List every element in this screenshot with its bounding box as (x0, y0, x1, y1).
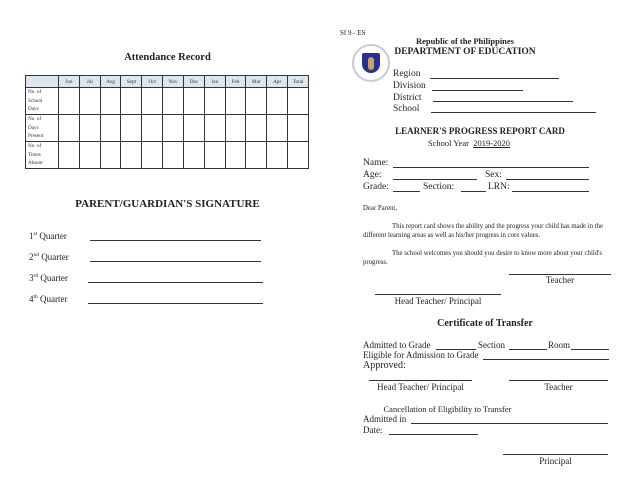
lrn-field[interactable] (512, 191, 589, 192)
attendance-cell[interactable] (225, 142, 246, 169)
attendance-col-header: Apr (267, 76, 288, 88)
sex-field[interactable] (506, 179, 589, 180)
attendance-cell[interactable] (79, 115, 100, 142)
attendance-cell[interactable] (142, 142, 163, 169)
attendance-cell[interactable] (183, 115, 204, 142)
attendance-row (26, 142, 309, 169)
attendance-col-header: Total (288, 76, 309, 88)
parent-signature-title: PARENT/GUARDIAN'S SIGNATURE (75, 198, 260, 210)
head-teacher-label: Head Teacher/ Principal (394, 296, 482, 306)
date-label: Date: (363, 425, 383, 435)
school-year (340, 138, 600, 148)
attendance-cell[interactable] (163, 142, 184, 169)
head-teacher-signature-line[interactable] (375, 294, 501, 295)
attendance-row (26, 88, 309, 115)
attendance-title: Attendance Record (124, 52, 211, 63)
attendance-row-label: No. of Days Present (26, 115, 59, 142)
attendance-cell[interactable] (100, 115, 121, 142)
section-label-cert: Section (478, 340, 505, 350)
attendance-cell[interactable] (204, 115, 225, 142)
cert-teacher-label: Teacher (544, 382, 573, 392)
attendance-cell[interactable] (288, 88, 309, 115)
salutation: Dear Parent, (363, 205, 397, 212)
attendance-cell[interactable] (121, 88, 142, 115)
name-label: Name: (363, 158, 389, 168)
cert-head-label: Head Teacher/ Principal (377, 382, 464, 392)
attendance-col-header: Jul (79, 76, 100, 88)
attendance-header-row (26, 76, 309, 88)
attendance-cell[interactable] (59, 142, 80, 169)
attendance-cell[interactable] (246, 115, 267, 142)
attendance-cell[interactable] (100, 88, 121, 115)
attendance-cell[interactable] (121, 142, 142, 169)
region-field[interactable] (430, 78, 559, 79)
room-label: Room (548, 340, 571, 350)
eligible-label: Eligible for Admission to Grade (363, 350, 479, 360)
cancellation-title: Cancellation of Eligibility to Transfer (383, 404, 512, 414)
name-field[interactable] (393, 167, 589, 168)
attendance-table (25, 75, 309, 169)
quarter-signature-line[interactable] (88, 303, 263, 304)
school-year-value: 2019-2020 (473, 138, 511, 148)
attendance-cell[interactable] (288, 115, 309, 142)
attendance-cell[interactable] (225, 115, 246, 142)
attendance-col-header: Aug (100, 76, 121, 88)
form-code: Sf 9 - ES (340, 29, 366, 37)
attendance-row (26, 115, 309, 142)
school-field[interactable] (431, 112, 596, 113)
attendance-cell[interactable] (79, 142, 100, 169)
attendance-cell[interactable] (225, 88, 246, 115)
cert-head-signature-line[interactable] (369, 380, 472, 381)
room-field[interactable] (571, 349, 609, 350)
cert-teacher-signature-line[interactable] (509, 380, 608, 381)
section-field-cert[interactable] (509, 349, 547, 350)
report-card-title: LEARNER'S PROGRESS REPORT CARD (395, 126, 565, 136)
division-field[interactable] (432, 90, 523, 91)
division-label: Division (393, 81, 426, 91)
attendance-cell[interactable] (163, 88, 184, 115)
attendance-cell[interactable] (246, 142, 267, 169)
certificate-title: Certificate of Transfer (437, 318, 533, 329)
quarter-signature-line[interactable] (88, 282, 263, 283)
attendance-col-header: Feb (225, 76, 246, 88)
section-field[interactable] (461, 191, 486, 192)
attendance-cell[interactable] (204, 88, 225, 115)
quarter-label: 4th Quarter (29, 294, 68, 304)
attendance-cell[interactable] (59, 88, 80, 115)
attendance-cell[interactable] (79, 88, 100, 115)
department-label: DEPARTMENT OF EDUCATION (394, 47, 536, 57)
eligible-field[interactable] (483, 359, 609, 360)
attendance-cell[interactable] (246, 88, 267, 115)
attendance-cell[interactable] (100, 142, 121, 169)
attendance-cell[interactable] (267, 115, 288, 142)
letter-paragraph-2: The school welcomes you should you desire to know more about your child's progress. (363, 250, 603, 266)
school-year-label: School Year (427, 138, 469, 148)
attendance-col-header: Jan (204, 76, 225, 88)
attendance-cell[interactable] (163, 115, 184, 142)
attendance-col-header: Nov (163, 76, 184, 88)
age-label: Age: (363, 170, 382, 180)
teacher-label: Teacher (545, 275, 575, 285)
attendance-col-header: Jun (59, 76, 80, 88)
district-field[interactable] (433, 101, 573, 102)
quarter-label: 2nd Quarter (29, 252, 69, 262)
admitted-in-field[interactable] (411, 423, 608, 424)
quarter-signature-line[interactable] (90, 240, 261, 241)
district-label: District (393, 93, 422, 103)
quarter-label: 1st Quarter (29, 231, 67, 241)
principal-signature-line[interactable] (503, 454, 608, 455)
quarter-label: 3rd Quarter (29, 273, 68, 283)
age-field[interactable] (393, 179, 477, 180)
attendance-cell[interactable] (142, 88, 163, 115)
admitted-in-label: Admitted in (363, 414, 407, 424)
principal-label: Principal (539, 456, 572, 466)
attendance-cell[interactable] (267, 88, 288, 115)
approved-label: Approved: (363, 360, 406, 371)
attendance-cell[interactable] (121, 115, 142, 142)
lrn-label: LRN: (488, 182, 510, 192)
attendance-col-header: Dec (183, 76, 204, 88)
section-label: Section: (423, 182, 455, 192)
admitted-grade-label: Admitted to Grade (363, 340, 431, 350)
grade-label: Grade: (363, 182, 389, 192)
attendance-col-header: Sept (121, 76, 142, 88)
attendance-cell[interactable] (288, 142, 309, 169)
attendance-col-header: Oct (142, 76, 163, 88)
attendance-cell[interactable] (183, 88, 204, 115)
attendance-cell[interactable] (267, 142, 288, 169)
attendance-row-label: No. of School Days (26, 88, 59, 115)
attendance-cell[interactable] (142, 115, 163, 142)
attendance-cell[interactable] (183, 142, 204, 169)
attendance-corner-cell (26, 76, 59, 88)
quarter-signature-line[interactable] (90, 261, 261, 262)
attendance-cell[interactable] (204, 142, 225, 169)
attendance-col-header: Mar (246, 76, 267, 88)
school-label: School (393, 104, 420, 114)
grade-field[interactable] (393, 191, 420, 192)
region-label: Region (393, 69, 421, 79)
date-field[interactable] (389, 434, 478, 435)
attendance-cell[interactable] (59, 115, 80, 142)
sex-label: Sex: (485, 170, 502, 180)
attendance-row-label: No. of Times Absent (26, 142, 59, 169)
republic-label: Republic of the Philippines (415, 36, 514, 46)
letter-paragraph-1: This report card shows the ability and the progress your child has made in the different learning areas as well as his/her progress in core values. (363, 223, 604, 239)
